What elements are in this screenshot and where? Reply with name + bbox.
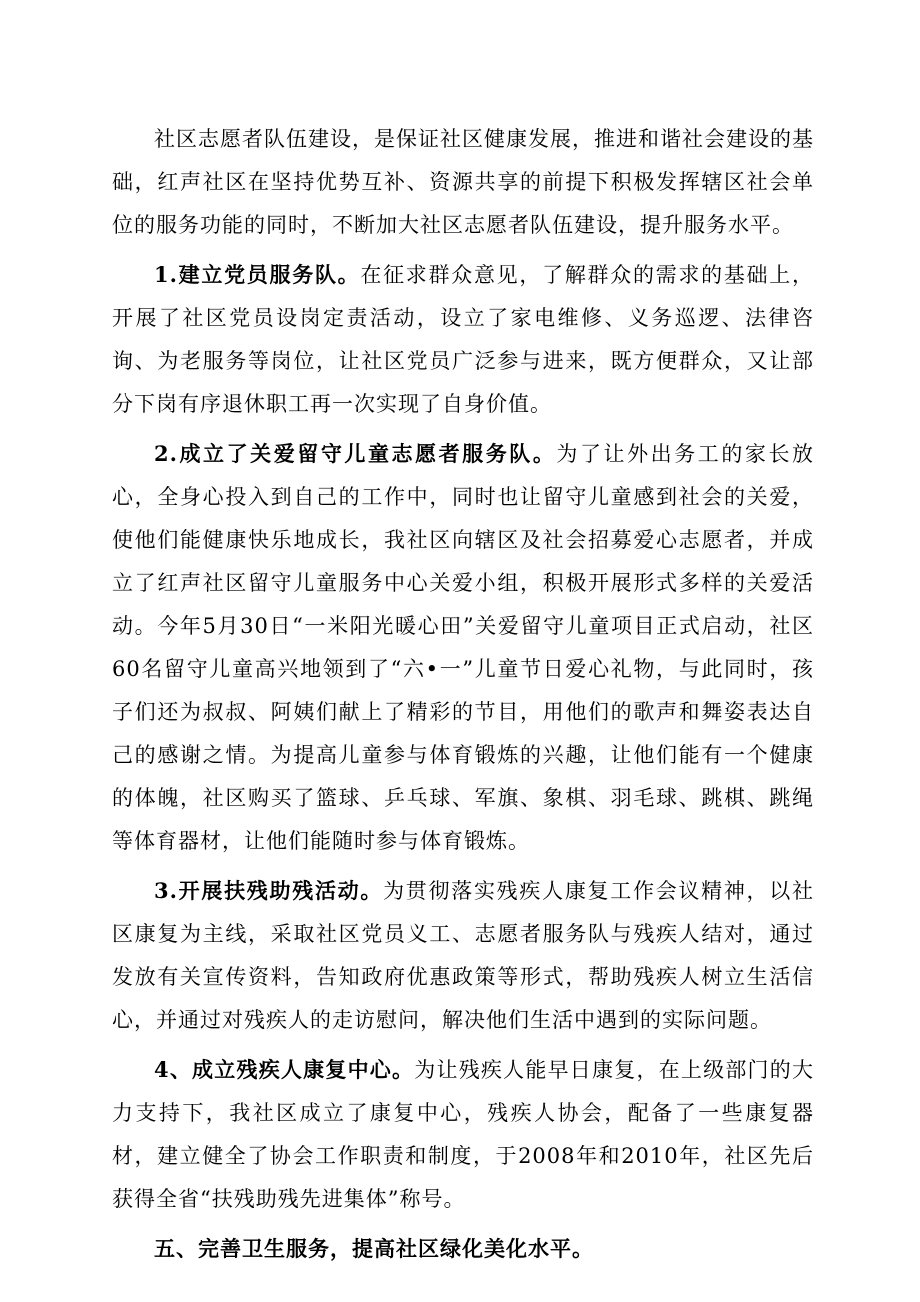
item-paragraph-4: [112, 1048, 814, 1221]
item-body-2: 为了让外出务工的家长放心，全身心投入到自己的工作中，同时也让留守儿童感到社会的关爱，使他们能健康快乐地成长，我社区向辖区及社会招募爱心志愿者，并成立了红声社区留守儿童服务中心关爱小组，积极开展形式多样的关爱活动。今年5月30日“一米阳光暖心田”关爱留守儿童项目正式启动，社区60名留守儿童高兴地领到了“六•一”儿童节日爱心礼物，与此同时，孩子们还为叔叔、阿姨们献上了精彩的节目，用他们的歌声和舞姿表达自己的感谢之情。为提高儿童参与体育锻炼的兴趣，让他们能有一个健康的体魄，社区购买了篮球、乒乓球、军旗、象棋、羽毛球、跳棋、跳绳等体育器材，让他们能随时参与体育锻炼。: [112, 442, 815, 853]
item-heading-1: 1.建立党员服务队。: [154, 262, 361, 287]
section-title: 五、完善卫生服务，提高社区绿化美化水平。: [154, 1236, 594, 1261]
item-paragraph-3: [112, 869, 814, 1042]
item-heading-4: 4、成立残疾人康复中心。: [154, 1057, 415, 1082]
item-heading-3: 3.开展扶残助残活动。: [154, 878, 384, 903]
item-body-3: 为贯彻落实残疾人康复工作会议精神，以社区康复为主线，采取社区党员义工、志愿者服务队与残疾人结对，通过发放有关宣传资料，告知政府优惠政策等形式，帮助残疾人树立生活信心，并通过对残疾人的走访慰问，解决他们生活中遇到的实际问题。: [112, 879, 814, 1032]
item-heading-2: 2.成立了关爱留守儿童志愿者服务队。: [154, 441, 557, 466]
item-body-4: 为让残疾人能早日康复，在上级部门的大力支持下，我社区成立了康复中心，残疾人协会，配备了一些康复器材，建立健全了协会工作职责和制度，于2008年和2010年，社区先后获得全省“扶残助残先进集体”称号。: [112, 1058, 814, 1211]
item-paragraph-2: [112, 432, 814, 863]
intro-paragraph: 社区志愿者队伍建设，是保证社区健康发展，推进和谐社会建设的基础，红声社区在坚持优势互补、资源共享的前提下积极发挥辖区社会单位的服务功能的同时，不断加大社区志愿者队伍建设，提升服务水平。: [112, 127, 814, 237]
item-paragraph-1: [112, 253, 814, 426]
item-body-1: 在征求群众意见，了解群众的需求的基础上，开展了社区党员设岗定责活动，设立了家电维修、义务巡逻、法律咨询、为老服务等岗位，让社区党员广泛参与进来，既方便群众，又让部分下岗有序退休职工再一次实现了自身价值。: [112, 263, 814, 416]
